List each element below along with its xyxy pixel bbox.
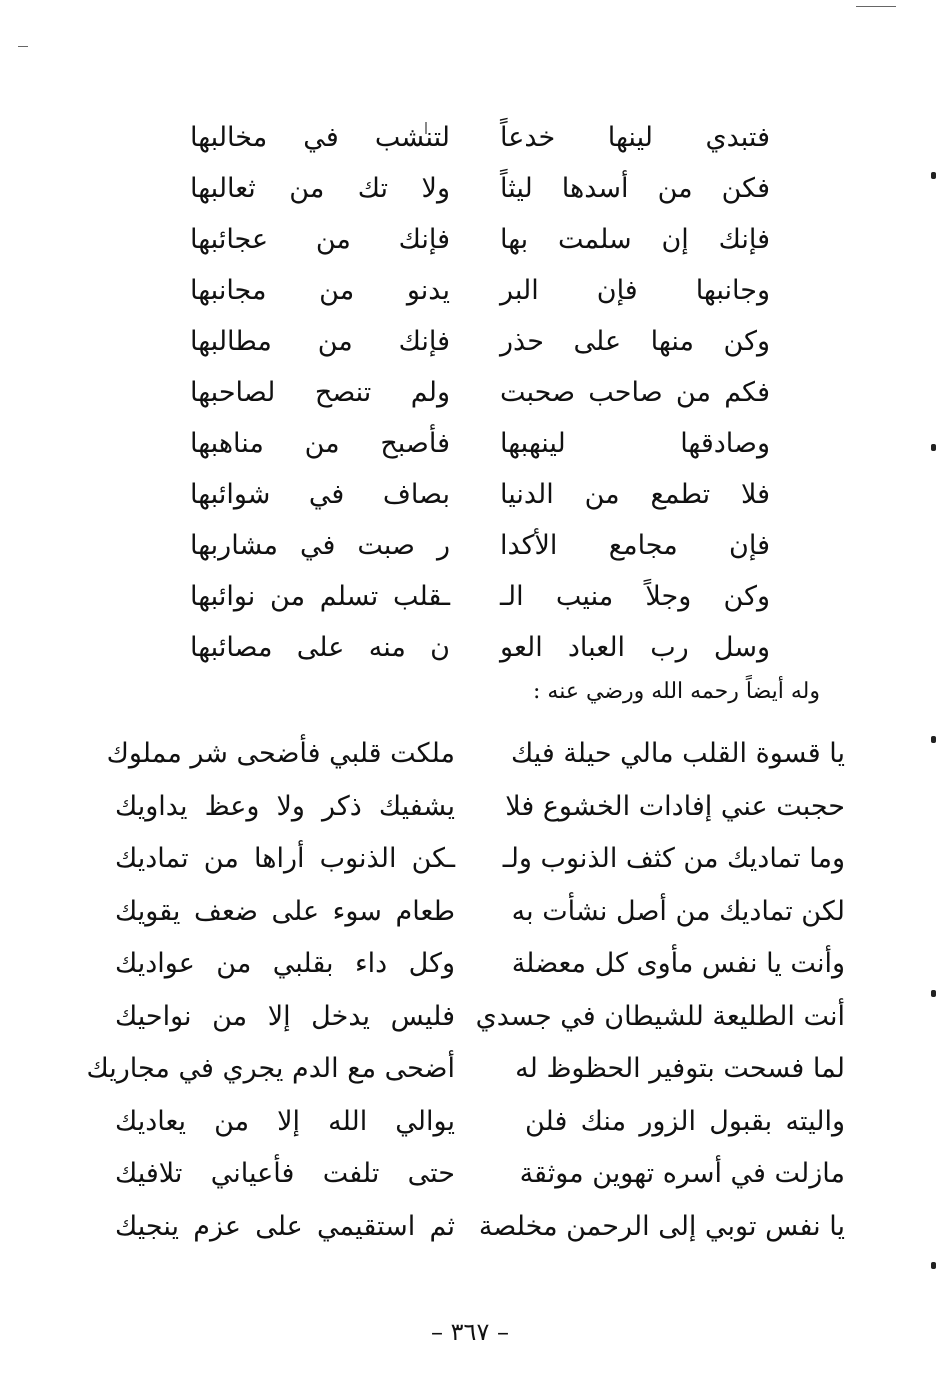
second-hemistich: فأصبح من مناهبها <box>190 428 450 459</box>
second-hemistich: يوالي الله إلا من يعاديك <box>115 1105 455 1137</box>
first-hemistich: وسل رب العباد العو <box>500 632 770 663</box>
first-hemistich: وما تماديك من كثف الذنوب ولـ <box>502 843 845 874</box>
verse-line <box>190 622 770 673</box>
second-hemistich: فإنك من عجائبها <box>190 224 450 255</box>
second-hemistich: ـكن الذنوب أراها من تماديك <box>115 843 455 874</box>
second-hemistich: طعام سوء على ضعف يقويك <box>115 895 455 927</box>
verse-line <box>115 781 845 834</box>
first-hemistich: فإنك إن سلمت بها <box>500 224 770 255</box>
first-hemistich: وأنت يا نفس مأوى كل معضلة <box>511 948 845 979</box>
verse-line <box>190 112 770 163</box>
second-hemistich: ر صبت في مشاربها <box>190 530 450 561</box>
first-hemistich: لكن تماديك من أصل نشأت به <box>511 895 845 927</box>
verse-line <box>190 469 770 520</box>
second-hemistich: أضحى مع الدم يجري في مجاريك <box>86 1053 455 1084</box>
verse-line <box>115 938 845 991</box>
verse-line <box>190 367 770 418</box>
verse-line <box>106 728 845 781</box>
first-hemistich: وصادقها لينهبها <box>500 428 770 459</box>
second-hemistich: بصاف في شوائبها <box>190 479 450 510</box>
first-hemistich: مازلت في أسره تهوين موثقة <box>519 1158 845 1189</box>
verse-line <box>190 520 770 571</box>
verse-line <box>86 1043 845 1096</box>
verse-line <box>190 571 770 622</box>
second-hemistich: حتى تلفت فأعياني تلافيك <box>115 1158 455 1189</box>
second-hemistich: فليس يدخل إلا من نواحيك <box>115 1000 455 1032</box>
first-hemistich: لما فسحت بتوفير الحظوظ له <box>515 1053 845 1084</box>
second-hemistich: ـقلب تسلم من نوائبها <box>190 581 450 612</box>
verse-line <box>115 1201 845 1254</box>
verse-line <box>115 833 845 886</box>
first-hemistich: يا قسوة القلب مالي حيلة فيك <box>510 738 845 769</box>
second-hemistich: لتنشب في مخالبها <box>190 122 450 153</box>
second-hemistich: يدنو من مجانبها <box>190 275 450 306</box>
scan-mark <box>856 6 896 7</box>
verse-line <box>190 214 770 265</box>
verse-line <box>115 991 845 1044</box>
poem-introduction: وله أيضاً رحمه الله ورضي عنه : <box>533 679 820 704</box>
second-hemistich: ملكت قلبي فأضحى شر مملوك <box>106 738 455 769</box>
margin-dot <box>931 444 936 451</box>
margin-dot <box>931 172 936 179</box>
second-hemistich: ن منه على مصائبها <box>190 632 450 663</box>
margin-dot <box>931 736 936 743</box>
first-hemistich: وجانبها فإن البر <box>500 275 770 306</box>
first-hemistich: وكن وجلاً منيب الـ <box>500 581 770 612</box>
first-hemistich: يا نفس توبي إلى الرحمن مخلصة <box>478 1210 845 1242</box>
verse-line <box>190 418 770 469</box>
verse-line <box>190 265 770 316</box>
verse-line <box>115 1148 845 1201</box>
scan-mark <box>18 46 28 47</box>
verse-line <box>190 163 770 214</box>
first-hemistich: فكم من صاحب صحبت <box>500 377 770 408</box>
verse-line <box>115 1096 845 1149</box>
second-hemistich: فإنك من مطالبها <box>190 326 450 357</box>
first-hemistich: فكن من أسدها ليثاً <box>500 173 770 204</box>
verse-line <box>115 886 845 939</box>
margin-dot <box>931 990 936 997</box>
first-hemistich: حجبت عني إفادات الخشوع فلا <box>505 790 845 822</box>
second-hemistich: ولا تك من ثعالبها <box>190 173 450 204</box>
second-hemistich: يشفيك ذكر ولا وعظ يداويك <box>115 790 455 822</box>
second-hemistich: وكل داء بقلبي من عواديك <box>115 948 455 979</box>
second-hemistich: ثم استقيمي على عزم ينجيك <box>115 1210 455 1242</box>
first-hemistich: أنت الطليعة للشيطان في جسدي <box>475 1000 845 1032</box>
first-hemistich: فتبدي لينها خدعاً <box>500 122 770 153</box>
page-number: – ٣٦٧ – <box>431 1318 509 1346</box>
first-hemistich: واليته بقبول الزور منك فلن <box>525 1105 845 1137</box>
verse-line <box>190 316 770 367</box>
first-hemistich: فإن مجامع الأكدا <box>500 530 770 561</box>
first-hemistich: وكن منها على حذر <box>500 326 770 357</box>
margin-dot <box>931 1262 936 1269</box>
poem-one <box>190 112 770 673</box>
first-hemistich: فلا تطمع من الدنيا <box>500 479 770 510</box>
second-hemistich: ولم تنصح لصاحبها <box>190 377 450 408</box>
poem-two <box>86 728 845 1253</box>
